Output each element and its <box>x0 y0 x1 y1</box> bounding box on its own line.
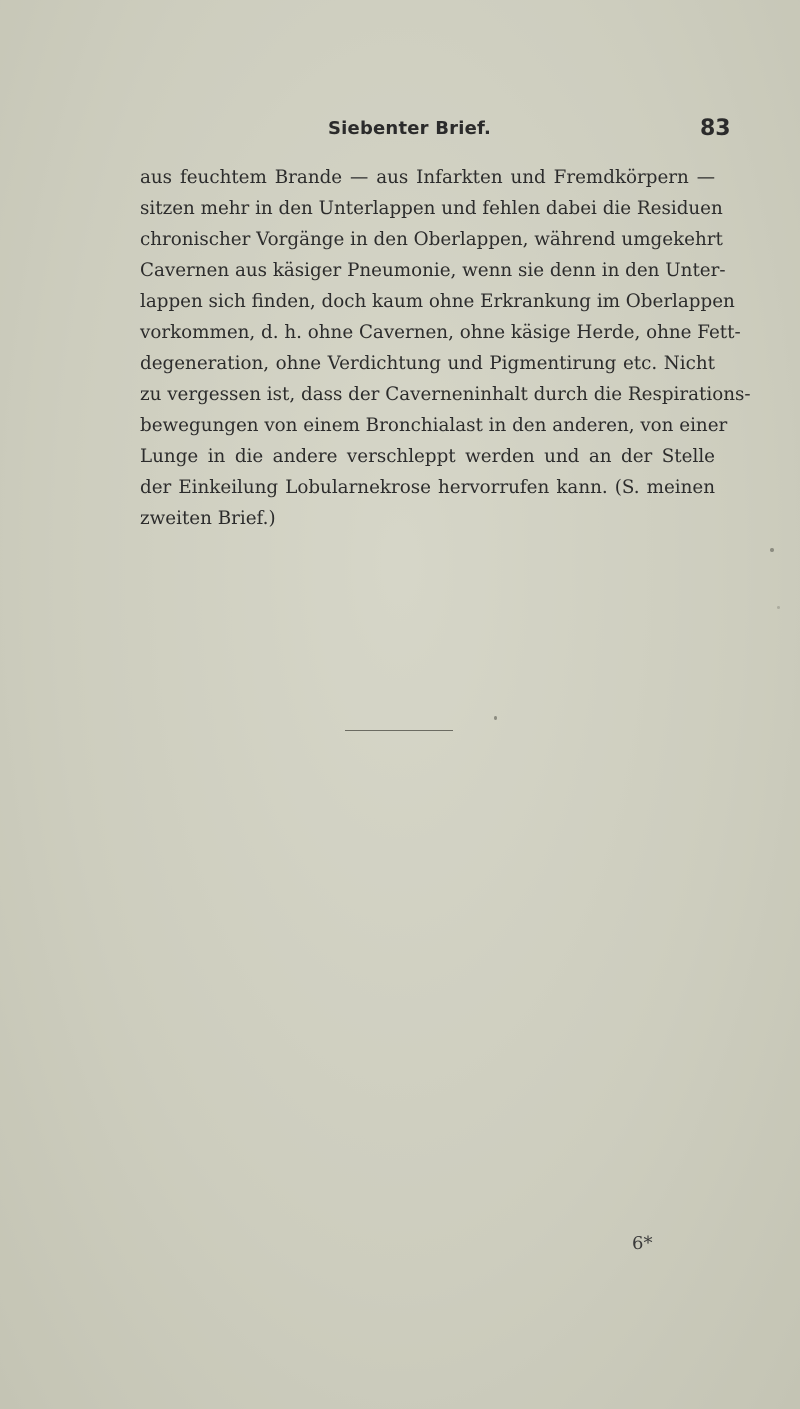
text-line: vorkommen, d. h. ohne Cavernen, ohne käsige Herde, ohne Fett- <box>140 322 741 343</box>
signature-mark: 6* <box>632 1233 653 1254</box>
text-line: bewegungen von einem Bronchialast in den anderen, von einer <box>140 415 728 436</box>
paper-speck <box>770 548 774 552</box>
text-line: sitzen mehr in den Unterlappen und fehlen dabei die Residuen <box>140 198 723 219</box>
text-line: zweiten Brief.) <box>140 508 276 529</box>
running-head <box>0 118 800 148</box>
page-number: 83 <box>700 116 731 141</box>
text-line: der Einkeilung Lobularnekrose hervorrufen kann. (S. meinen <box>140 477 715 498</box>
paper-speck <box>777 606 780 609</box>
paper-speck <box>494 716 497 720</box>
text-line: zu vergessen ist, dass der Caverneninhalt durch die Respirations- <box>140 384 751 405</box>
running-title: Siebenter Brief. <box>328 118 492 139</box>
text-line: Lunge in die andere verschleppt werden und an der Stelle <box>140 446 715 467</box>
text-line: chronischer Vorgänge in den Oberlappen, während umgekehrt <box>140 229 723 250</box>
text-line: degeneration, ohne Verdichtung und Pigmentirung etc. Nicht <box>140 353 715 374</box>
text-line: Cavernen aus käsiger Pneumonie, wenn sie denn in den Unter- <box>140 260 726 281</box>
section-divider <box>345 730 453 731</box>
text-line: lappen sich finden, doch kaum ohne Erkrankung im Oberlappen <box>140 291 735 312</box>
text-line: aus feuchtem Brande — aus Infarkten und Fremdkörpern — <box>140 167 715 188</box>
